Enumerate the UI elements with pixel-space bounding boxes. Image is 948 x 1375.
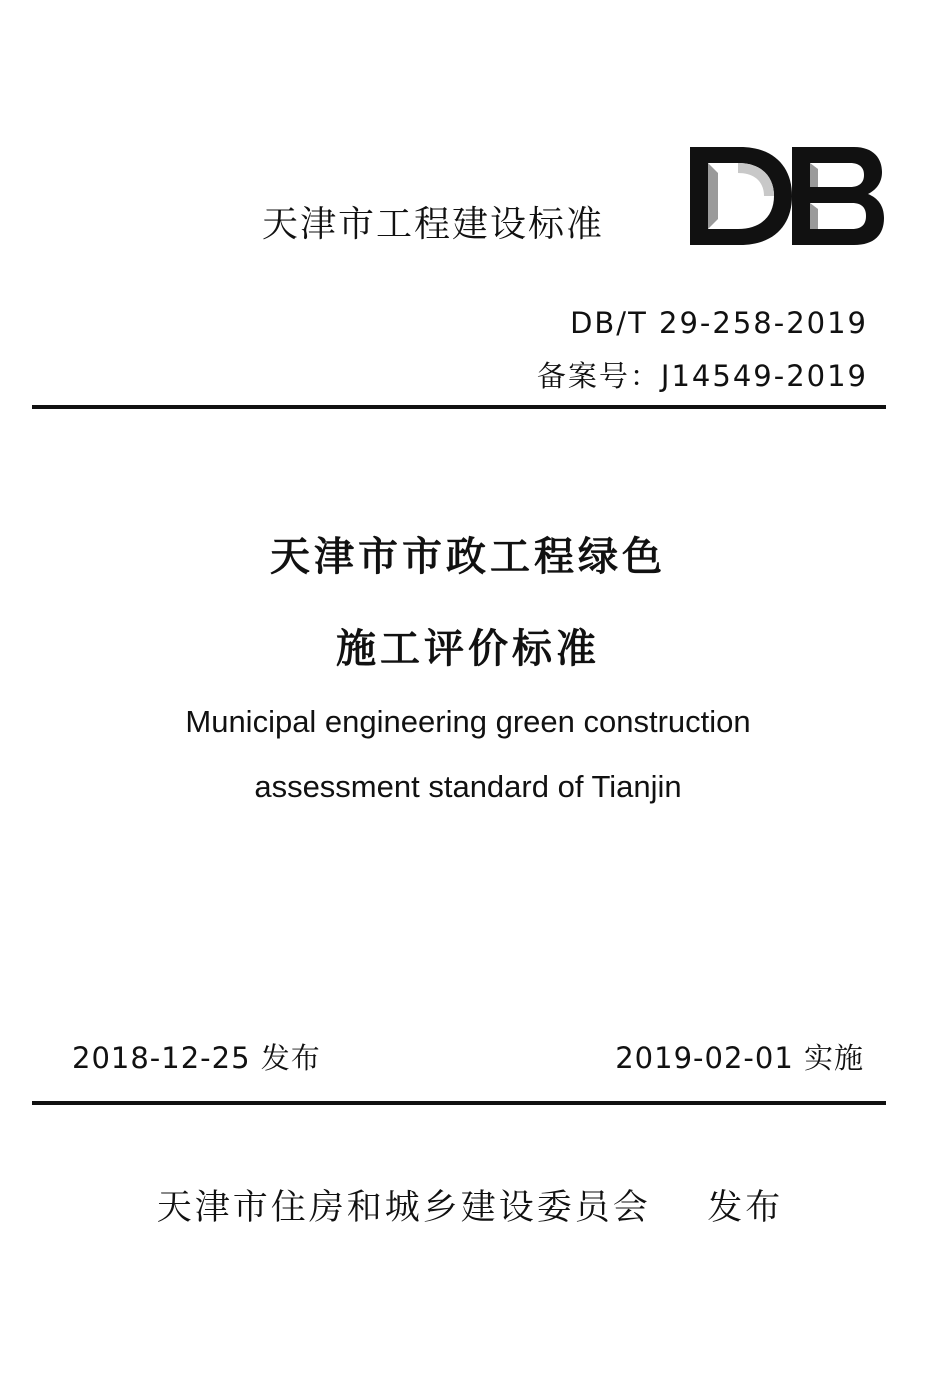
db-logo (688, 145, 886, 247)
standard-number: DB/T 29-258-2019 (570, 306, 868, 340)
top-divider (32, 405, 886, 409)
title-en-line-1: Municipal engineering green construction (185, 704, 751, 739)
series-title: 天津市工程建设标准 (262, 204, 605, 245)
db-logo-letter-b (792, 147, 884, 245)
title-zh-line-2: 施工评价标准 (336, 626, 600, 672)
db-logo-letter-d (690, 147, 792, 245)
record-number: 备案号：J14549-2019 (536, 359, 868, 393)
implementation-date: 2019-02-01 实施 (615, 1041, 864, 1075)
publisher: 天津市住房和城乡建设委员会 发布 (156, 1188, 784, 1228)
title-en-line-2: assessment standard of Tianjin (254, 769, 682, 804)
issue-date: 2018-12-25 发布 (72, 1041, 321, 1075)
bottom-divider (32, 1101, 886, 1105)
title-zh-line-1: 天津市市政工程绿色 (270, 534, 666, 580)
